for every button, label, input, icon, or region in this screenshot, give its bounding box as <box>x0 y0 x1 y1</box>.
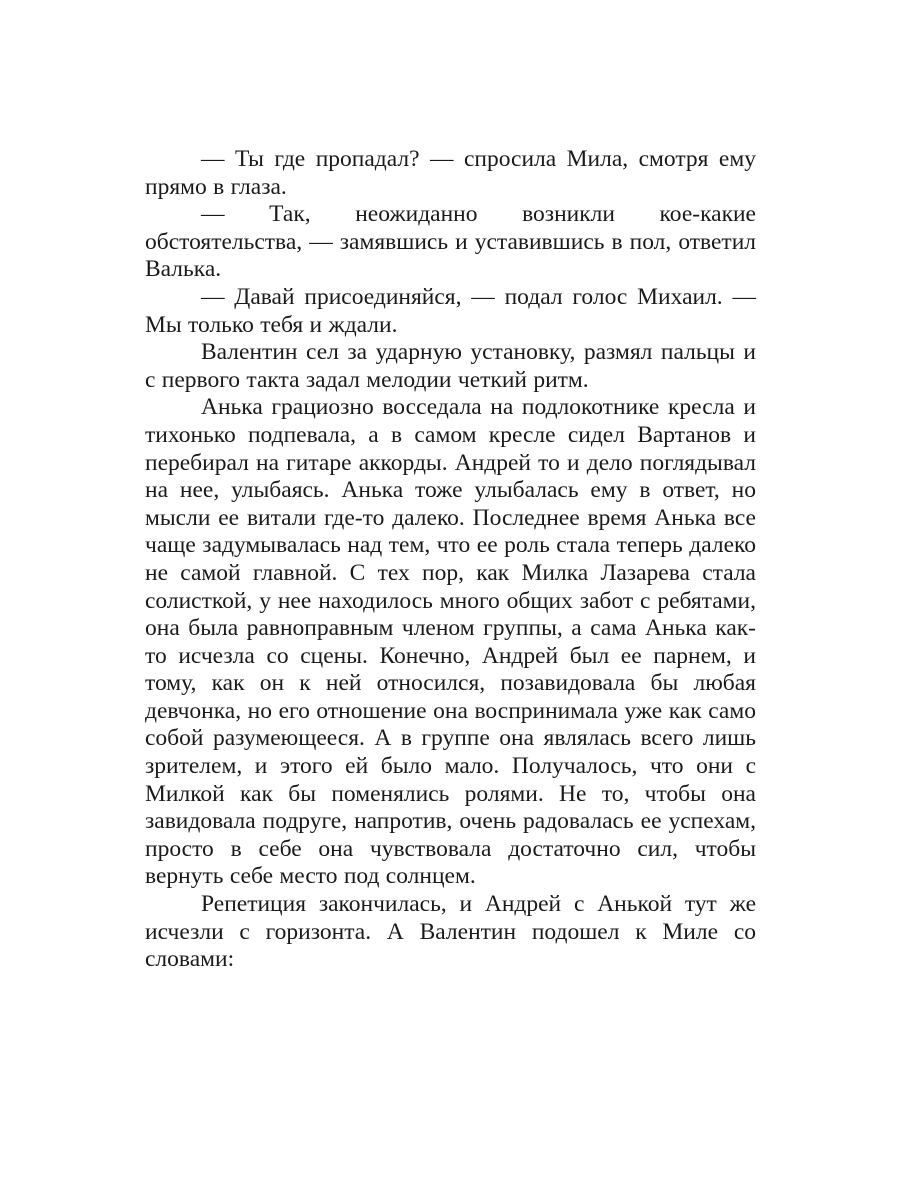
paragraph-5: Анька грациозно восседала на подлокотнике кресла и тихонько подпевала, а в самом кресле сидел Вартанов и перебирал на гитаре аккорды. Андрей то и дело поглядывал на нее, улыбаясь. Анька тоже улыбалась ему в ответ, но мысли ее витали где-то далеко. Последнее время Анька все чаще задумывалась над тем, что ее роль стала теперь далеко не самой главной. С тех пор, как Милка Лазарева стала солисткой, у нее находилось много общих забот с ребятами, она была равноправным членом группы, а сама Анька как-то исчезла со сцены. Конечно, Андрей был ее парнем, и тому, как он к ней относился, позавидовала бы любая девчонка, но его отношение она воспринимала уже как само собой разумеющееся. А в группе она являлась всего лишь зрителем, и этого ей было мало. Получалось, что они с Милкой как бы поменялись ролями. Не то, чтобы она завидовала подруге, напротив, очень радовалась ее успехам, просто в себе она чувствовала достаточно сил, чтобы вернуть себе место под солнцем. <box>145 394 756 890</box>
paragraph-1: — Ты где пропадал? — спросила Мила, смотря ему прямо в глаза. <box>145 146 756 200</box>
paragraph-4: Валентин сел за ударную установку, размял пальцы и с первого такта задал мелодии четкий ритм. <box>145 339 756 393</box>
paragraph-6: Репетиция закончилась, и Андрей с Анькой тут же исчезли с горизонта. А Валентин подошел к Миле со словами: <box>145 891 756 973</box>
paragraph-3: — Давай присоединяйся, — подал голос Михаил. — Мы только тебя и ждали. <box>145 283 756 338</box>
paragraph-2: — Так, неожиданно возникли кое-какие обстоятельства, — замявшись и уставившись в пол, ответил Валька. <box>145 201 756 283</box>
book-page <box>145 146 756 974</box>
